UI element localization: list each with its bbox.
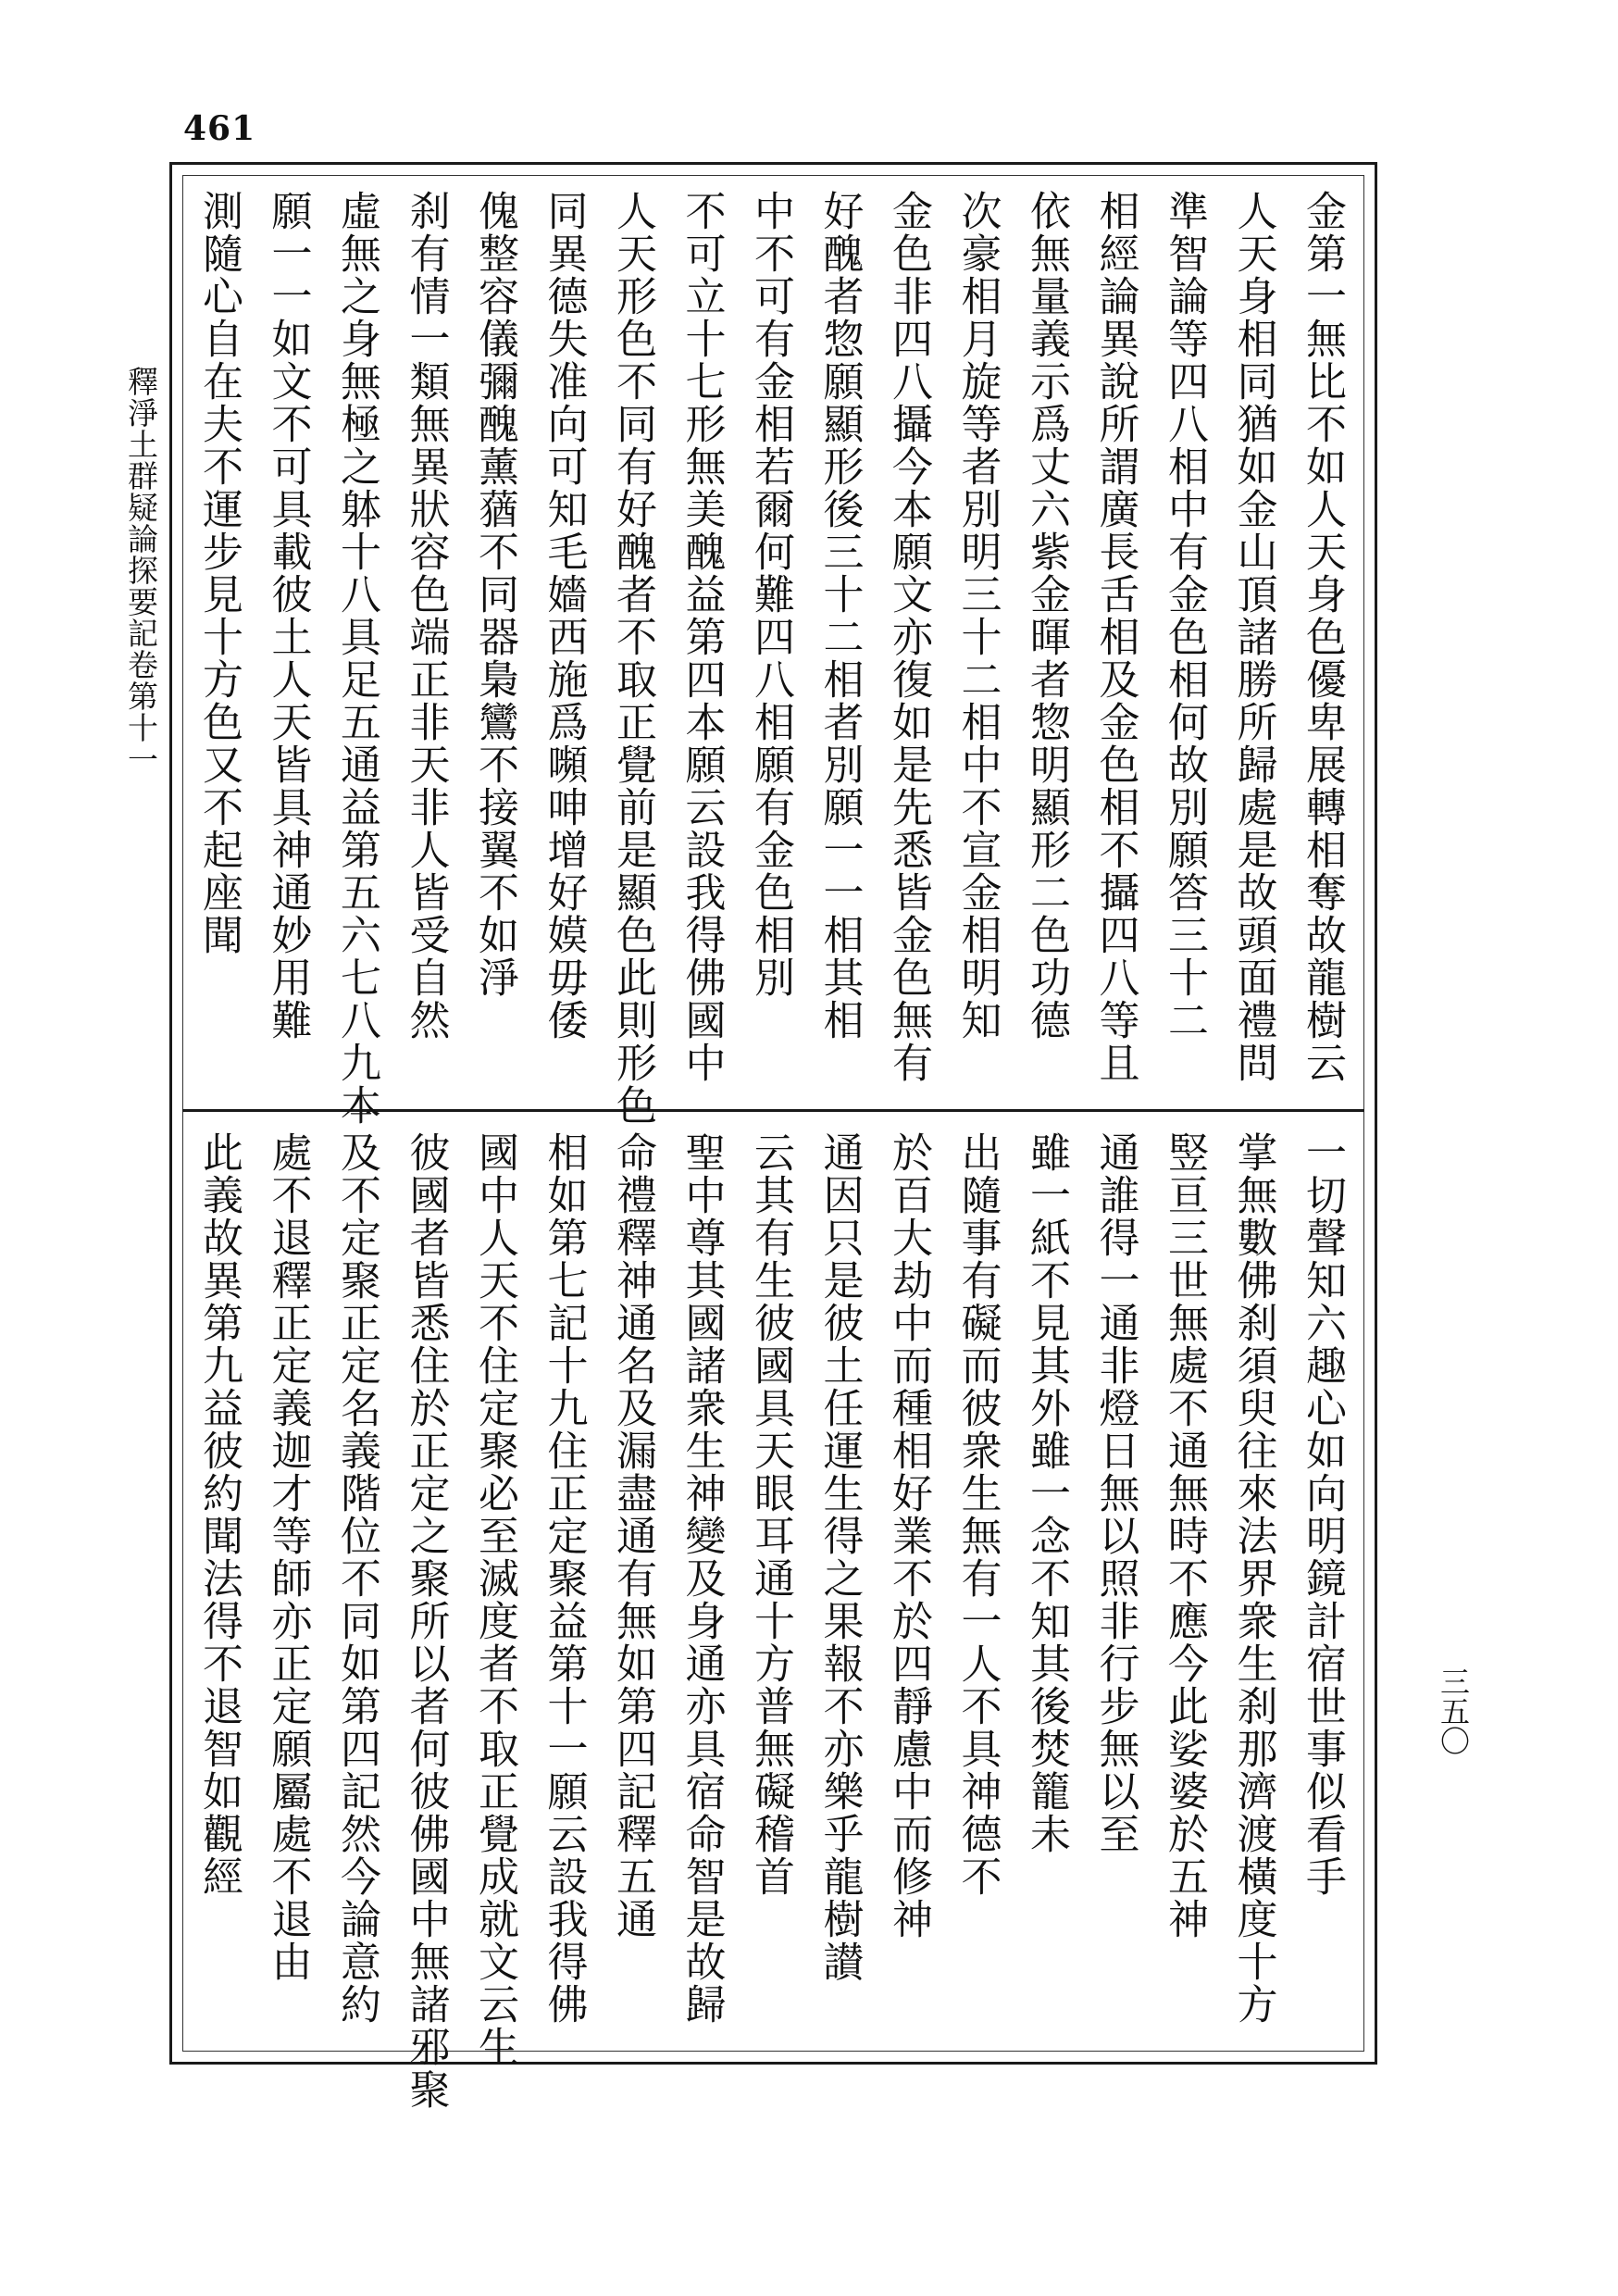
- text-column: 虛無之身無極之躰十八具足五通益第五六七八九本: [333, 190, 380, 1127]
- upper-text-block: [194, 190, 1356, 1127]
- text-column: 此義故異第九益彼約聞法得不退智如觀經: [195, 1131, 243, 1898]
- text-column: 聖中尊其國諸衆生神變及身通亦具宿命智是故歸: [678, 1131, 726, 2026]
- text-column: 處不退釋正定義迦才等師亦正定願屬處不退由: [264, 1131, 312, 1983]
- text-column: 人天形色不同有好醜者不取正覺前是顯色此則形色: [609, 190, 656, 1127]
- page-number: 461: [183, 109, 256, 148]
- text-column: 相如第七記十九住正定聚益第十一願云設我得佛: [540, 1131, 588, 2026]
- text-column: 中不可有金相若爾何難四八相願有金色相別: [747, 190, 794, 999]
- text-column: 好醜者惣願顯形後三十二相者別願一一相其相: [815, 190, 864, 1042]
- text-column: 傀整容儀彌醜薰蕕不同器梟鸞不接翼不如淨: [471, 190, 518, 999]
- text-column: 竪亘三世無處不通無時不應今此娑婆於五神: [1161, 1131, 1208, 1940]
- text-column: 國中人天不住定聚必至滅度者不取正覺成就文云生: [471, 1131, 518, 2068]
- text-column: 云其有生彼國具天眼耳通十方普無礙稽首: [747, 1131, 794, 1898]
- text-column: 刹有情一類無異狀容色端正非天非人皆受自然: [402, 190, 450, 1042]
- text-column: 金第一無比不如人天身色優卑展轉相奪故龍樹云: [1299, 190, 1346, 1084]
- text-column: 測隨心自在夫不運步見十方色又不起座聞: [195, 190, 243, 956]
- text-column: 通誰得一通非燈日無以照非行步無以至: [1091, 1131, 1139, 1855]
- text-column: 願一一如文不可具載彼土人天皆具神通妙用難: [264, 190, 312, 1042]
- text-column: 相經論異說所謂廣長舌相及金色相不攝四八等且: [1091, 190, 1139, 1084]
- text-column: 次豪相月旋等者別明三十二相中不宣金相明知: [953, 190, 1002, 1042]
- text-column: 雖一紙不見其外雖一念不知其後焚籠未: [1023, 1131, 1070, 1855]
- text-column: 不可立十七形無美醜益第四本願云設我得佛國中: [678, 190, 726, 1084]
- lower-text-block: [194, 1131, 1356, 2111]
- text-column: 人天身相同猶如金山頂諸勝所歸處是故頭面禮問: [1229, 190, 1277, 1084]
- running-head: 釋淨土群疑論探要記卷第十一: [123, 366, 159, 775]
- text-column: 一切聲知六趣心如向明鏡計宿世事似看手: [1299, 1131, 1346, 1898]
- text-column: 出隨事有礙而彼衆生無有一人不具神德不: [953, 1131, 1002, 1898]
- folio-number: 三五〇: [1436, 1666, 1471, 1755]
- text-column: 依無量義示爲丈六紫金暉者惣明顯形二色功德: [1023, 190, 1070, 1042]
- text-column: 掌無數佛刹須臾往來法界衆生刹那濟渡橫度十方: [1229, 1131, 1277, 2026]
- text-column: 命禮釋神通名及漏盡通有無如第四記釋五通: [609, 1131, 656, 1940]
- text-column: 彼國者皆悉住於正定之聚所以者何彼佛國中無諸邪聚: [402, 1131, 450, 2111]
- text-column: 金色非四八攝今本願文亦復如是先悉皆金色無有: [885, 190, 932, 1084]
- text-column: 於百大劫中而種相好業不於四靜慮中而修神: [885, 1131, 932, 1940]
- text-column: 通因只是彼土任運生得之果報不亦樂乎龍樹讃: [815, 1131, 864, 1983]
- text-column: 及不定聚正定名義階位不同如第四記然今論意約: [333, 1131, 380, 2026]
- text-column: 準智論等四八相中有金色相何故別願答三十二: [1161, 190, 1208, 1042]
- text-column: 同異德失准向可知毛嬙西施爲嚬呻增好嫫毋倭: [540, 190, 588, 1042]
